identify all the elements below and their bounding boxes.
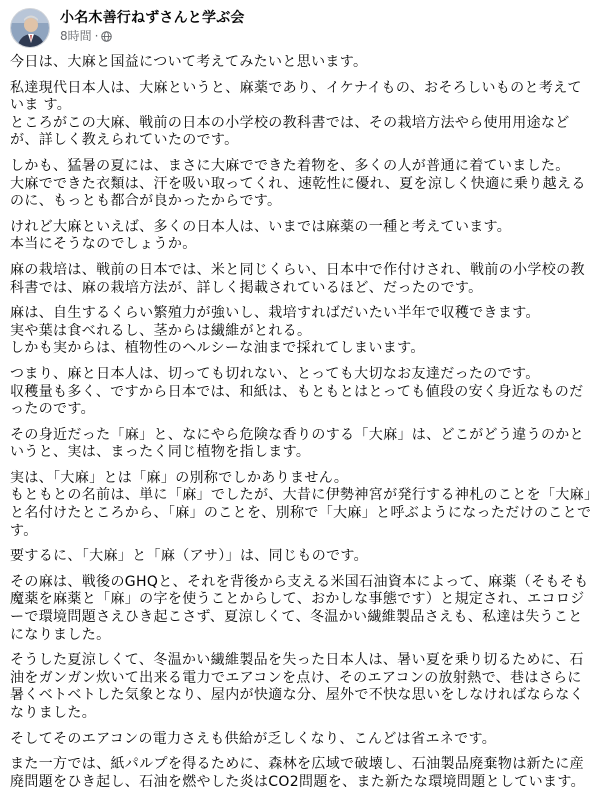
post-text-line: その麻は、戦後のGHQと、それを背後から支える米国石油資本によって、麻薬（そもそも魔薬を麻薬と「麻」の字を使うことからして、おかしな事態です）と規定され、エコロジーで環境問題さえひき起こさず、夏涼しくて、冬温かい繊維製品さえも、私達は失うことになりました。: [10, 573, 589, 643]
post-paragraph: [10, 219, 592, 254]
post-paragraph: [10, 548, 592, 566]
post-meta: [60, 8, 245, 44]
post-text-line: 麻は、自生するくらい繁殖力が強いし、栽培すればだいたい半年で収穫できます。: [10, 305, 540, 322]
post-paragraph: [10, 574, 592, 644]
post-paragraph: [10, 731, 592, 749]
post-paragraph: [10, 262, 592, 297]
post-body: [10, 54, 600, 791]
post-paragraph: [10, 366, 592, 419]
post-text-line: そうした夏涼しくて、冬温かい繊維製品を失った日本人は、暑い夏を乗り切るために、石油をガンガン炊いて出来る電力でエアコンを点け、そのエアコンの放射熱で、巷はさらに暑くベトベトした気象となり、屋内が快適な分、屋外で不快な思いをしなければならなくなりました。: [10, 652, 584, 721]
post-text-line: 麻の栽培は、戦前の日本では、米と同じくらい、日本中で作付けされ、戦前の小学校の教科書では、麻の栽培方法が、詳しく掲載されているほど、だったのです。: [10, 261, 585, 296]
post-text-line: 今日は、大麻と国益について考えてみたいと思います。: [10, 54, 368, 70]
post-text-line: そしてそのエアコンの電力さえも供給が乏しくなり、こんどは省エネです。: [10, 730, 497, 747]
post-paragraph: [10, 756, 592, 791]
post-paragraph: [10, 470, 592, 540]
post-paragraph: [10, 652, 592, 722]
post-header: [10, 0, 600, 54]
post-text-line: その身近だった「麻」と、なにやら危険な香りのする「大麻」は、どこがどう違うのかというと、実は、まったく同じ植物を指します。: [10, 426, 584, 461]
post-text-line: 本当にそうなのでしょうか。: [10, 236, 197, 253]
post-paragraph: [10, 305, 592, 358]
post-text-line: しかも実からは、植物性のヘルシーな油まで採れてしまいます。: [10, 340, 425, 357]
post-paragraph: [10, 158, 592, 211]
post-text-line: 収穫量も多く、ですから日本では、和紙は、もともとはとっても値段の安く身近なものだったのです。: [10, 383, 584, 418]
post-text-line: けれど大麻といえば、多くの日本人は、いまでは麻薬の一種と考えています。: [10, 218, 512, 235]
globe-icon[interactable]: [101, 31, 112, 42]
post-text-line: しかも、猛暑の夏には、まさに大麻でできた着物を、多くの人が普通に着ていました。: [10, 157, 570, 174]
post-subline: [60, 28, 245, 44]
post-text-line: つまり、麻と日本人は、切っても切れない、とっても大切なお友達だったのです。: [10, 365, 540, 382]
post-text-line: もともとの名前は、単に「麻」でしたが、大昔に伊勢神宮が発行する神札のことを「大麻」と名付けたところから、「麻」のことを、別称で「大麻」と呼ぶようになっただけのことです。: [10, 487, 592, 539]
post-text-line: また一方では、紙パルプを得るために、森林を広域で破壊し、石油製品廃棄物は新たに産廃問題をひき起し、石油を燃やした炎はCO2問題を、また新たな環境問題としています。: [10, 756, 585, 790]
post-text-line: 要するに、「大麻」と「麻（アサ）」は、同じものです。: [10, 548, 368, 565]
post-text-line: ところがこの大麻、戦前の日本の小学校の教科書では、その栽培方法やら使用用途などが、詳しく教えられていたのです。: [10, 114, 570, 149]
post-text-line: 実は、「大麻」とは「麻」の別称でしかありません。: [10, 469, 349, 486]
post-paragraph: [10, 80, 592, 150]
post-time[interactable]: 8時間: [60, 29, 92, 43]
post-paragraph: [10, 427, 592, 462]
avatar-photo-icon: [11, 9, 50, 48]
author-name[interactable]: 小名木善行ねずさんと学ぶ会: [60, 10, 245, 26]
avatar[interactable]: [10, 8, 50, 48]
post-paragraph: [10, 54, 592, 72]
post-text-line: 実や葉は食べれるし、茎からは繊維がとれる。: [10, 322, 312, 339]
post-text-line: 私達現代日本人は、大麻というと、麻薬であり、イケナイもの、おそろしいものと考えていま す。: [10, 79, 582, 114]
post-text-line: 大麻でできた衣類は、汗を吸い取ってくれ、速乾性に優れ、夏を涼しく快適に乗り越えるのに、もっとも都合が良かったからです。: [10, 175, 586, 210]
separator-dot: ·: [94, 29, 99, 43]
